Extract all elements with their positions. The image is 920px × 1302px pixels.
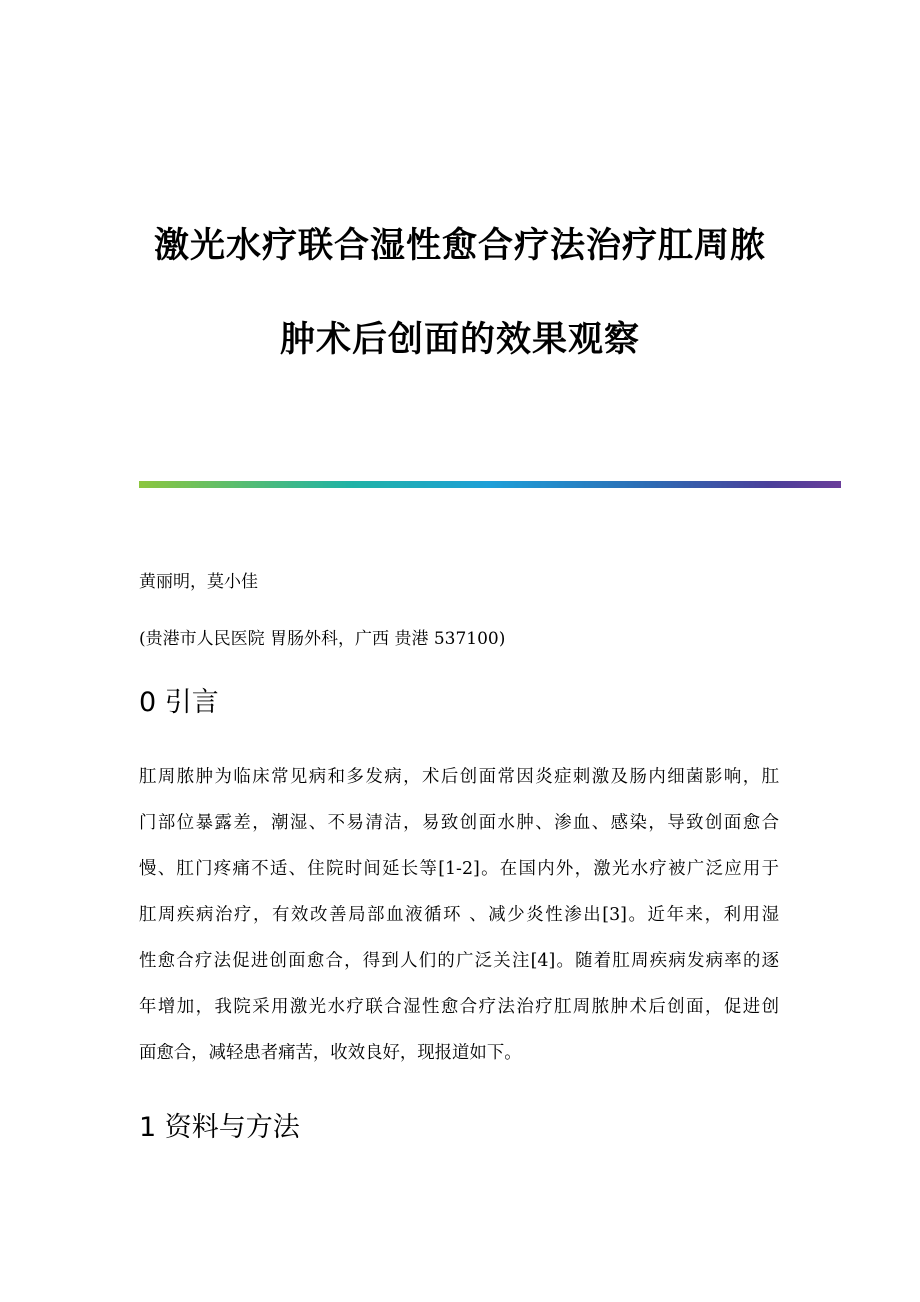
affiliation: (贵港市人民医院 胃肠外科，广西 贵港 537100) [139,629,506,649]
paragraph-line: 肛周脓肿为临床常见病和多发病，术后创面常因炎症刺激及肠内细菌影响，肛 [139,767,779,787]
section-heading-introduction: 0 引言 [139,687,219,718]
authors: 黄丽明，莫小佳 [139,572,258,592]
paragraph-line: 肛周疾病治疗，有效改善局部血液循环 、减少炎性渗出[3]。近年来，利用湿 [139,905,779,925]
title-divider [139,481,841,488]
paragraph-line: 门部位暴露差，潮湿、不易清洁，易致创面水肿、渗血、感染，导致创面愈合 [139,813,779,833]
paragraph-line: 面愈合，减轻患者痛苦，收效良好，现报道如下。 [139,1043,522,1063]
title-line-1: 激光水疗联合湿性愈合疗法治疗肛周脓 [153,226,766,266]
paragraph-line: 慢、肛门疼痛不适、住院时间延长等[1-2]。在国内外，激光水疗被广泛应用于 [139,859,779,879]
section-heading-materials-methods: 1 资料与方法 [139,1112,300,1143]
title-line-2: 肿术后创面的效果观察 [279,320,640,360]
paragraph-line: 性愈合疗法促进创面愈合，得到人们的广泛关注[4]。随着肛周疾病发病率的逐 [139,951,779,971]
paragraph-line: 年增加，我院采用激光水疗联合湿性愈合疗法治疗肛周脓肿术后创面，促进创 [139,997,779,1017]
